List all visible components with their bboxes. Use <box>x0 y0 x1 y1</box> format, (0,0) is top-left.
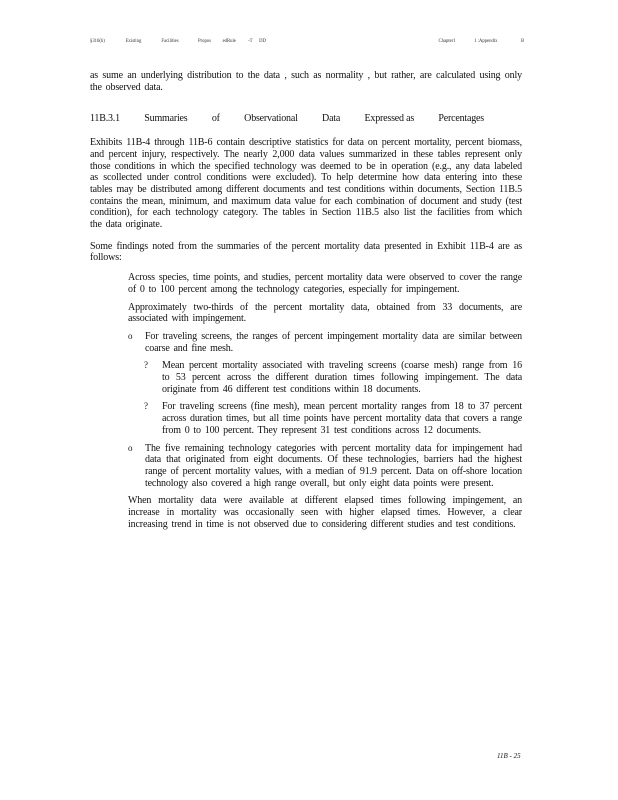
page-number: 11B - 25 <box>497 752 521 760</box>
bullet-text: Mean percent mortality associated with traveling screens (coarse mesh) range from 16 to 53 percent across the different duration times following impingement. The data originate from 46 different test conditions within 18 documents. <box>162 360 522 395</box>
list-item <box>90 360 522 395</box>
sub-sub-bullet-glyph: ? <box>144 401 148 412</box>
list-item <box>90 331 522 354</box>
header-appendix: 1 :Appendix <box>474 38 498 44</box>
header-existing: Existing <box>125 38 142 44</box>
section-heading-word: of <box>211 113 220 125</box>
document-body <box>90 70 522 537</box>
section-heading-word: Percentages <box>438 113 484 125</box>
header-dd: DD <box>259 38 266 44</box>
list-item <box>90 495 522 530</box>
header-propos: Propos <box>197 38 211 44</box>
header-section: B <box>520 38 525 44</box>
running-header <box>90 38 525 50</box>
header-facilities: Facilities <box>161 38 179 44</box>
section-heading-word: Data <box>322 113 341 125</box>
intro-paragraph: as sume an underlying distribution to the data , such as normality , but rather, are calculated using only the observed data. <box>90 70 522 93</box>
section-number: 11B.3.1 <box>90 113 120 125</box>
sub-bullet-glyph: o <box>128 330 133 341</box>
header-rule-ref: §316(b) <box>90 38 105 44</box>
header-chapter: Chapter1 <box>438 38 456 44</box>
header-t: -T <box>248 38 253 44</box>
section-heading-word: Observational <box>244 113 298 125</box>
list-item <box>90 272 522 295</box>
bullet-text: For traveling screens, the ranges of percent impingement mortality data are similar between coarse and fine mesh. <box>145 330 522 354</box>
list-item <box>90 302 522 325</box>
list-item <box>90 443 522 490</box>
paragraph-findings-intro: Some findings noted from the summaries of the percent mortality data presented in Exhibit 11B-4 are as follows: <box>90 240 522 264</box>
list-item <box>90 401 522 436</box>
section-heading-word: Summaries <box>144 113 188 125</box>
bullet-text: When mortality data were available at different elapsed times following impingement, an increase in mortality was occasionally seen with higher elapsed times. However, a clear increasing trend in time is not observed due to considering different studies and test conditions. <box>128 495 522 530</box>
sub-sub-bullet-glyph: ? <box>144 360 148 371</box>
section-heading <box>90 113 522 125</box>
bullet-text: Approximately two-thirds of the percent mortality data, obtained from 33 documents, are associated with impingement. <box>128 301 522 325</box>
bullet-text: Across species, time points, and studies, percent mortality data were observed to cover the range of 0 to 100 percent among the technology categories, especially for impingement. <box>128 272 522 295</box>
section-heading-word: Expressed as <box>364 113 415 125</box>
header-edrule: edRule <box>222 38 236 44</box>
bullet-text: The five remaining technology categories with percent mortality data for impingement had data that originated from eight documents. Of these technologies, barriers had the highest range of percent mortality values, with a median of 91.9 percent. Data on off-shore location technology also covered a high range overall, but only eight data points were present. <box>145 442 522 489</box>
bullet-text: For traveling screens (fine mesh), mean percent mortality ranges from 18 to 37 percent across duration times, but all time points have percent mortality data that covers a range from 0 to 100 percent. They represent 31 test conditions across 12 documents. <box>162 401 522 436</box>
sub-bullet-glyph: o <box>128 442 133 453</box>
paragraph-exhibits: Exhibits 11B-4 through 11B-6 contain descriptive statistics for data on percent mortality, percent biomass, and percent injury, respectively. The nearly 2,000 data values summarized in these tables represent only those conditions in which the specified technology was deemed to be in operation (e.g., any data labeled as scollected under control conditions were excluded). To help determine how data entering into these tables may be distributed among different documents and test conditions within documents, Section 11B.5 contains the mean, minimum, and maximum data value for each combination of document and study (test condition), for each technology category. The tables in Section 11B.5 also list the facilities from which the data originate. <box>90 137 522 231</box>
